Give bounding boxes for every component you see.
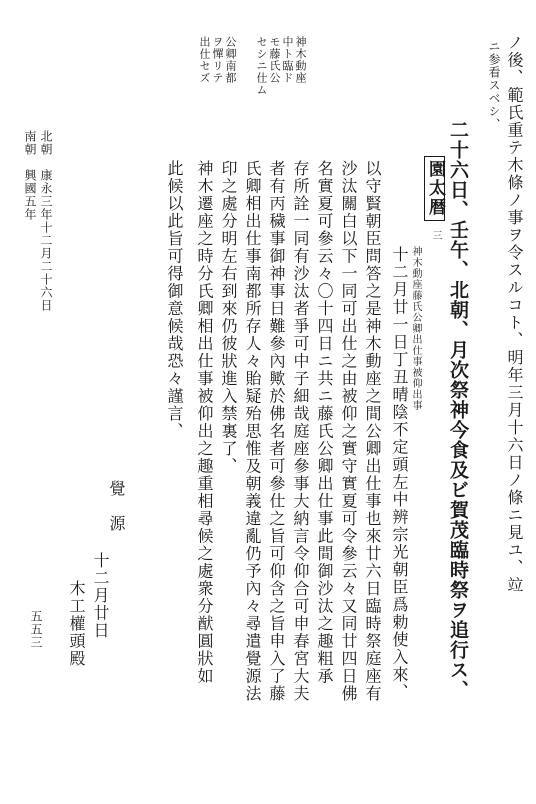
text-line-4: 沙汰關白以下一同可出仕之由被仰之實守實夏可令參云々又同廿四日佛 <box>339 160 358 703</box>
text-line-5: 名實夏可參云々〇十四日ニ共ニ藤氏公卿出仕事此間御沙汰之趣粗承 <box>315 160 334 685</box>
margin-note-a2: 中ト臨ド <box>281 36 294 84</box>
text-line-10: 神木遷座之時分氏卿相出仕事被仰出之趣重相尋候之處衆分猷圓狀如 <box>195 160 214 685</box>
signature-date: 十二月廿日 <box>91 552 110 640</box>
text-line-8: 氏卿相出仕事南都所存人々貽疑殆思惟及朝義違亂仍予內々尋遣覺源法 <box>243 160 262 703</box>
source-number: 三 <box>430 230 441 241</box>
text-line-7: 者有丙穢事御神事日難參內歟於佛名者可參仕之旨可仰含之旨申入了藤 <box>267 160 286 703</box>
margin-note-b3: 出仕セズ <box>198 36 211 84</box>
date-line: 十二月廿一日丁丑晴陰不定頭左中辨宗光朝臣爲勅使入來、 <box>390 246 409 701</box>
text-line-1: ノ後、範氏重テ木條ノ事ヲ令スルコト、明年三月十六日ノ條ニ見ユ、竝 <box>505 34 524 594</box>
entry-heading: 二十六日、壬午、北朝、月次祭神今食及ビ賀茂臨時祭ヲ追行ス、 <box>447 120 469 700</box>
margin-note-a1: 神木動座 <box>294 36 307 84</box>
margin-note-b1: 公卿南都 <box>224 36 237 84</box>
page-number: 五五三 <box>29 610 43 649</box>
running-header-era-south: 南朝 興國五年 <box>23 130 37 221</box>
running-header-era-north: 北朝 康永三年十二月二十六日 <box>39 130 53 312</box>
text-line-9: 印之處分明左右到來仍彼狀進入禁裏了、 <box>219 160 238 475</box>
margin-note-b2: ヲ憚リテ <box>211 36 224 84</box>
margin-note-a3: モ藤氏公 <box>268 36 281 84</box>
addressee: 木工權頭殿 <box>67 580 86 668</box>
signer: 覺 源 <box>107 480 126 533</box>
margin-note-a4: セシニ仕ム <box>255 36 268 96</box>
text-line-6: 存所詮一同有沙汰者爭可中子細哉庭座參事大納言令仰合可申春宮大夫 <box>291 160 310 703</box>
sub-heading: 神木動座藤氏公卿出仕事被仰出事 <box>410 246 421 411</box>
source-bracket: 園太暦 <box>424 156 445 221</box>
text-line-3: 以守賢朝臣問答之是神木動座之間公卿出仕事也來廿六日臨時祭庭座有 <box>363 160 382 703</box>
text-line-2: ニ参看スベシ、 <box>487 40 501 131</box>
text-line-11: 此候以此旨可得御意候哉恐々謹言、 <box>165 160 184 440</box>
